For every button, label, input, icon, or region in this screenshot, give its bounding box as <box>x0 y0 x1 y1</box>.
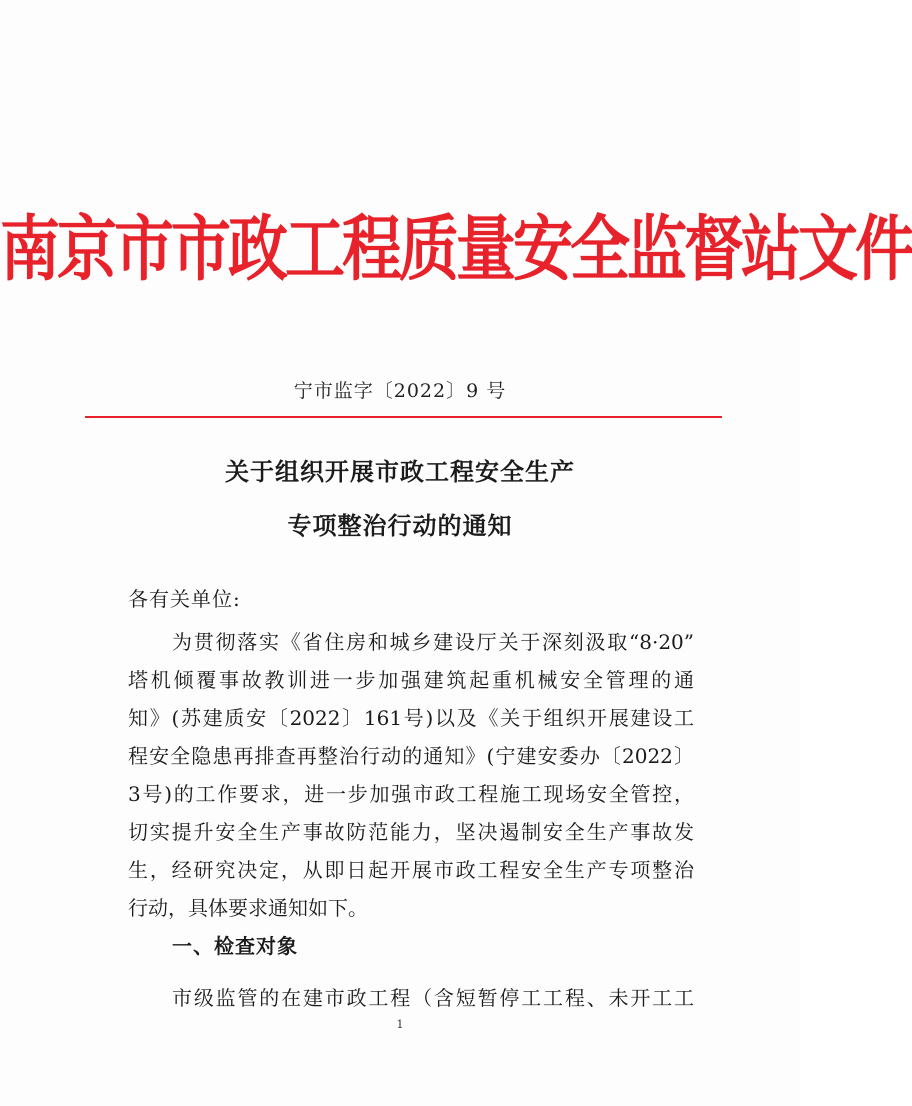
document-number: 宁市监字〔2022〕9 号 <box>293 380 507 402</box>
paragraph-line: 切实提升安全生产事故防范能力，坚决遏制安全生产事故发 <box>128 820 694 844</box>
document-title-line-1: 关于组织开展市政工程安全生产 <box>225 457 575 486</box>
red-divider-line <box>85 416 722 418</box>
paragraph-line: 3号)的工作要求，进一步加强市政工程施工现场安全管控， <box>128 782 694 806</box>
issuer-red-header: 南京市市政工程质量安全监督站文件 <box>0 208 912 292</box>
paragraph-line: 生，经研究决定，从即日起开展市政工程安全生产专项整治 <box>128 858 694 882</box>
addressee: 各有关单位: <box>128 587 241 611</box>
page-number: 1 <box>396 1018 404 1031</box>
paragraph-line: 知》(苏建质安〔2022〕161号)以及《关于组织开展建设工 <box>128 706 694 730</box>
section-heading: 一、检查对象 <box>172 934 298 958</box>
section-text-line: 市级监管的在建市政工程（含短暂停工工程、未开工工 <box>172 986 694 1010</box>
paragraph-line: 行动，具体要求通知如下。 <box>128 896 368 920</box>
document-title-line-2: 专项整治行动的通知 <box>287 511 513 540</box>
paragraph-line: 塔机倾覆事故教训进一步加强建筑起重机械安全管理的通 <box>128 668 694 692</box>
paragraph-line: 程安全隐患再排查再整治行动的通知》(宁建安委办〔2022〕 <box>128 744 694 768</box>
paragraph-line: 为贯彻落实《省住房和城乡建设厅关于深刻汲取“8·20” <box>172 630 694 654</box>
